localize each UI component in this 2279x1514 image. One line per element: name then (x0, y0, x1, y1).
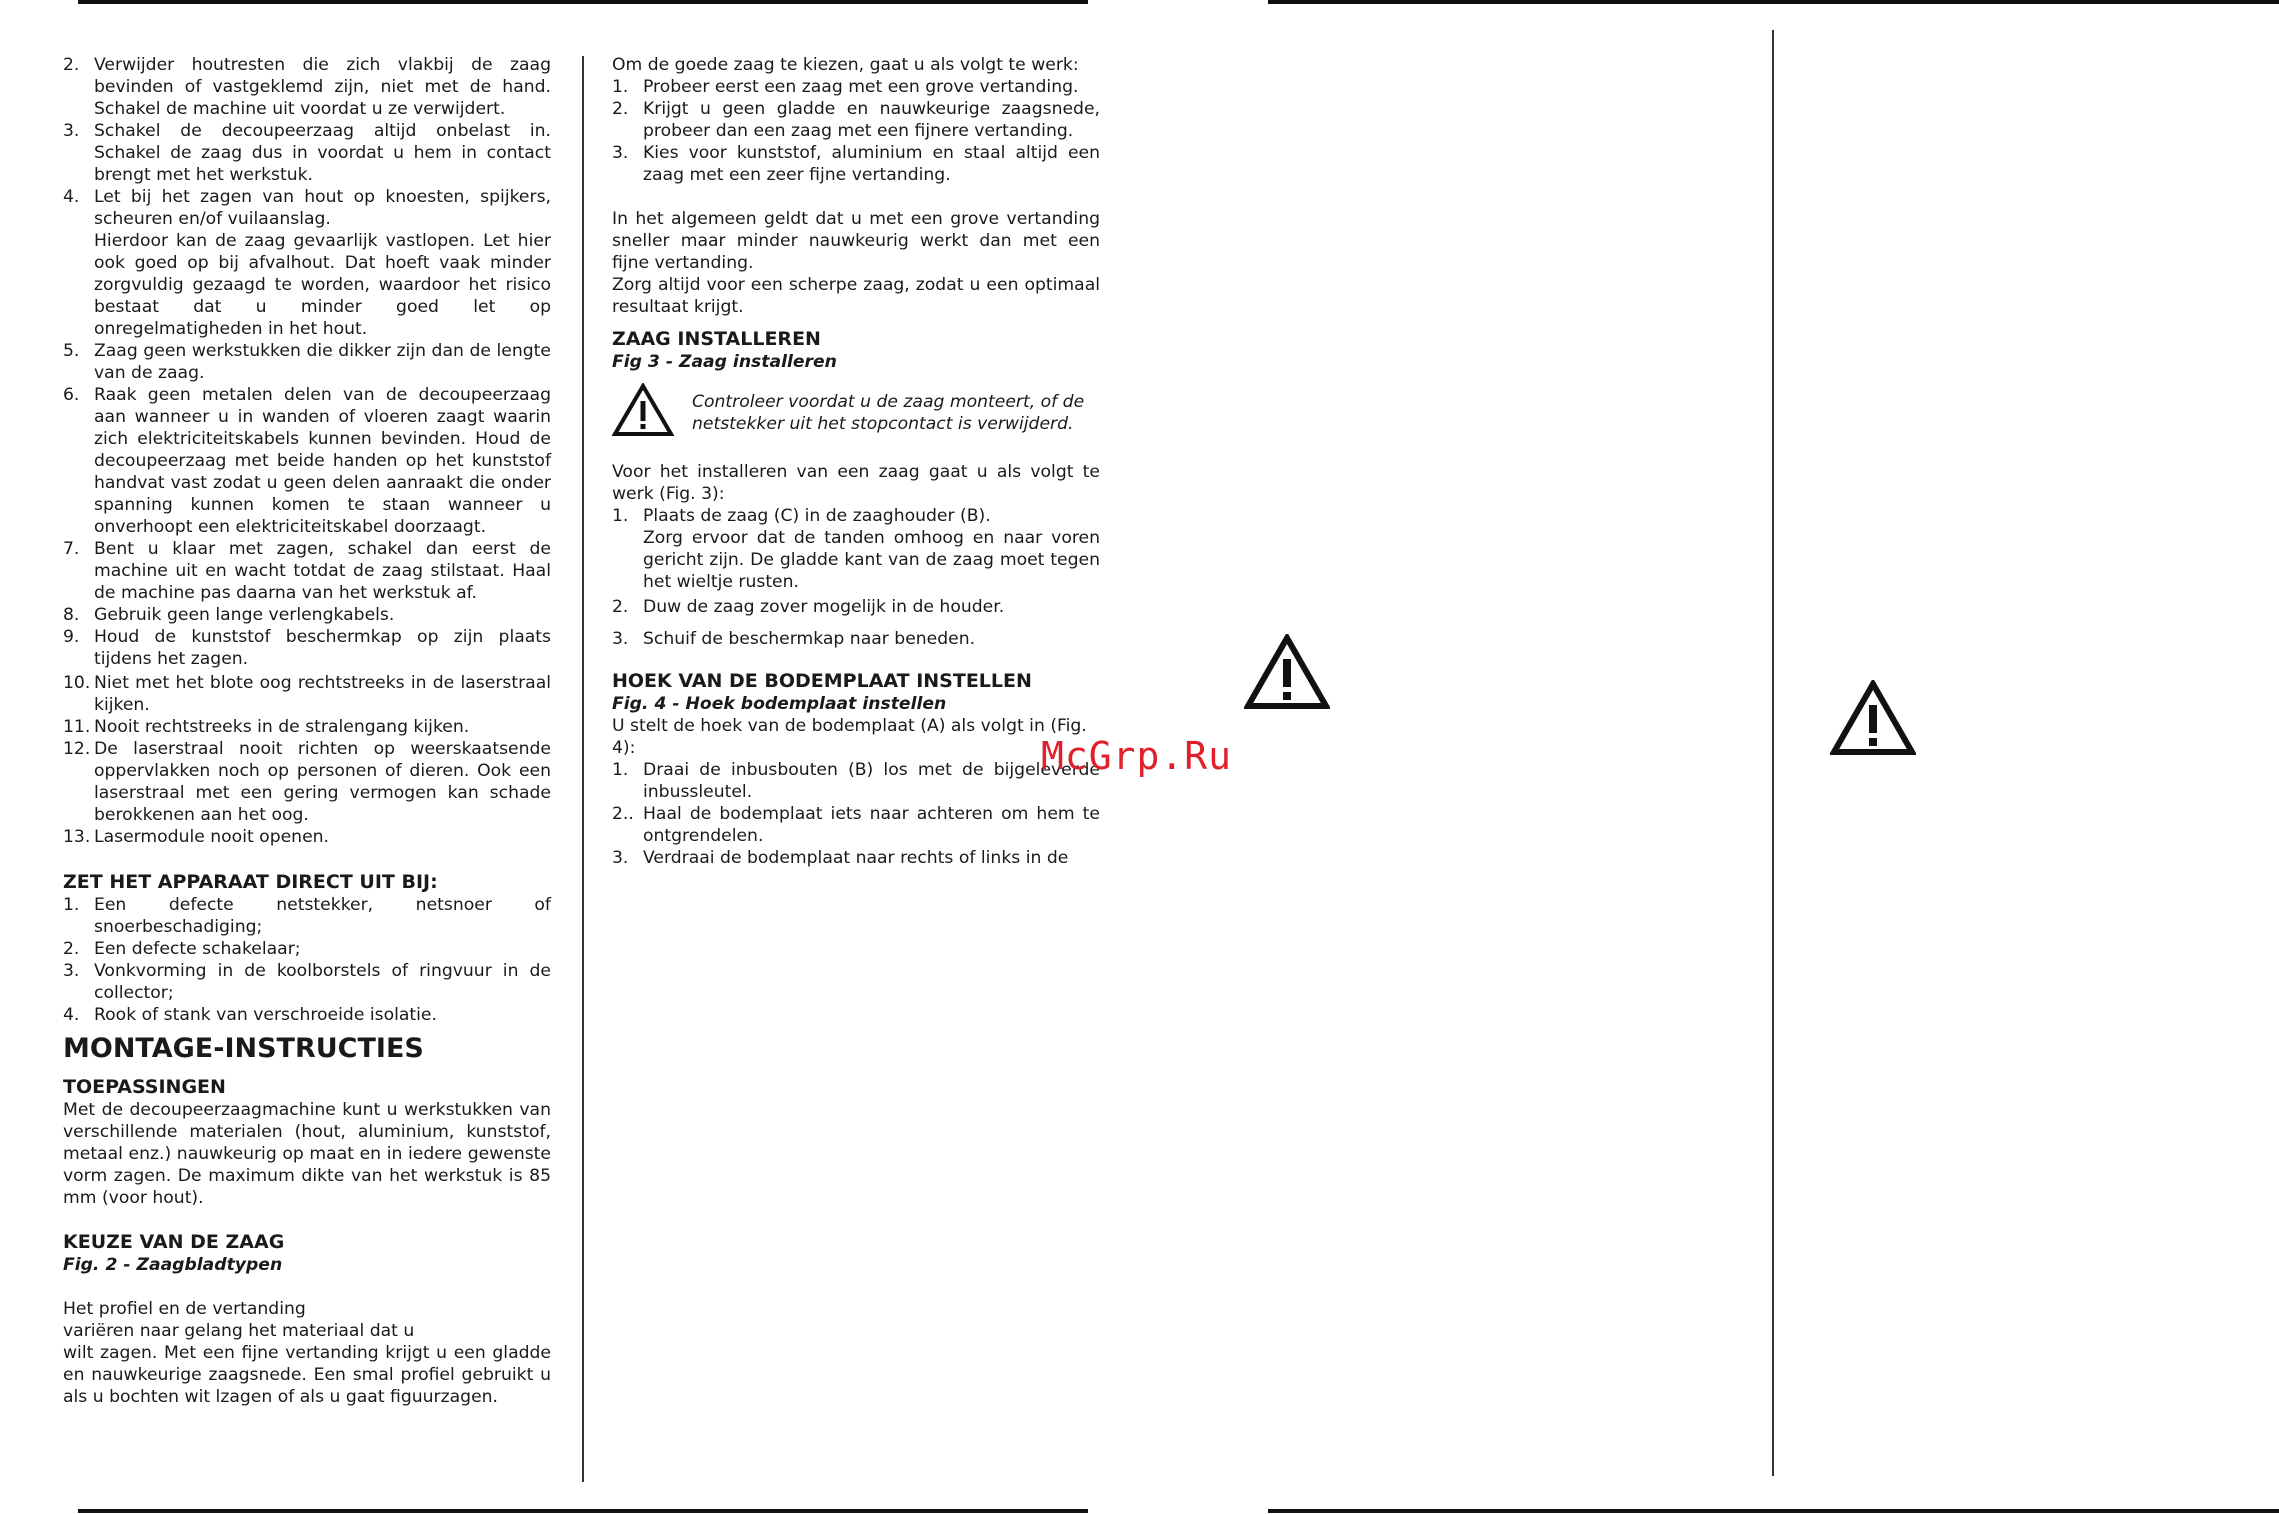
bottom-rule-right (1268, 1509, 2279, 1513)
angle-heading: HOEK VAN DE BODEMPLAAT INSTELLEN (612, 670, 1032, 692)
safety-list (63, 54, 551, 848)
install-heading: ZAAG INSTALLEREN (612, 328, 821, 350)
list-item: 9. Houd de kunststof beschermkap op zijn plaats tijdens het zagen. (63, 627, 551, 669)
list-item: 1. Een defecte netstekker, netsnoer of snoerbeschadiging; (63, 895, 551, 937)
list-item: 6. Raak geen metalen delen van de decoupeerzaag aan wanneer u in wanden of vloeren zaagt waarin zich elektriciteitskabels kunnen bevinden. Houd de decoupeerzaag met beide handen op het kunststof handvat vast zodat u geen delen aanraakt die onder spanning kunnen komen te staan wanneer u onverhoopt een elektriciteitskabel doorzaagt. (63, 385, 551, 537)
install-figure-caption: Fig 3 - Zaag installeren (612, 352, 837, 372)
list-item: 13. Lasermodule nooit openen. (63, 827, 330, 847)
warning-triangle-icon (1830, 680, 1916, 760)
install-warning (612, 383, 1100, 443)
sharp-text: Zorg altijd voor een scherpe zaag, zodat u een optimaal resultaat krijgt. (612, 275, 1100, 317)
list-item: 4. Rook of stank van verschroeide isolatie. (63, 1005, 437, 1025)
left-column (63, 54, 551, 1408)
column-divider-left (582, 56, 584, 1482)
list-item: 1. Draai de inbusbouten (B) los met de bijgeleverde inbussleutel. (612, 760, 1100, 802)
keuze-heading: KEUZE VAN DE ZAAG (63, 1231, 285, 1253)
middle-column (612, 54, 1100, 869)
warning-triangle-icon (1244, 634, 1330, 714)
list-item: 12. De laserstraal nooit richten op weerskaatsende oppervlakken noch op personen of dieren. Ook een laserstraal met een gering vermogen kan schade berokkenen aan het oog. (63, 739, 551, 825)
list-item: 2.. Haal de bodemplaat iets naar achteren om hem te ontgrendelen. (612, 804, 1100, 846)
angle-intro: U stelt de hoek van de bodemplaat (A) als volgt in (Fig. 4): (612, 716, 1087, 758)
toepassingen-heading: TOEPASSINGEN (63, 1076, 226, 1098)
install-intro: Voor het installeren van een zaag gaat u als volgt te werk (Fig. 3): (612, 462, 1100, 504)
angle-figure-caption: Fig. 4 - Hoek bodemplaat instellen (612, 694, 947, 714)
choose-list (612, 76, 1100, 186)
switch-off-list (63, 894, 551, 1026)
list-item: 3. Verdraai de bodemplaat naar rechts of links in de (612, 848, 1069, 868)
column-divider-right (1772, 30, 1774, 1476)
switch-off-heading: ZET HET APPARAAT DIRECT UIT BIJ: (63, 871, 438, 893)
list-item: 8. Gebruik geen lange verlengkabels. (63, 605, 395, 625)
list-item: 4. Let bij het zagen van hout op knoesten, spijkers, scheuren en/of vuilaanslag. Hierdoor kan de zaag gevaarlijk vastlopen. Let hier ook goed op bij afvalhout. Dat hoeft vaak minder zorgvuldig gezaagd te worden, waardoor het risico bestaat dat u minder goed let op onregelmatigheden in het hout. (63, 187, 551, 339)
list-item: 2. Een defecte schakelaar; (63, 939, 301, 959)
list-item: 10. Niet met het blote oog rechtstreeks in de laserstraal kijken. (63, 673, 551, 715)
list-item: 3. Schuif de beschermkap naar beneden. (612, 629, 976, 649)
warning-text: Controleer voordat u de zaag monteert, of de netstekker uit het stopcontact is verwijderd. (692, 392, 1085, 434)
choose-intro: Om de goede zaag te kiezen, gaat u als volgt te werk: (612, 55, 1079, 75)
warning-triangle-icon (612, 383, 674, 443)
montage-title: MONTAGE-INSTRUCTIES (63, 1033, 424, 1064)
list-item: 2. Verwijder houtresten die zich vlakbij de zaag bevinden of vastgeklemd zijn, niet met de hand. Schakel de machine uit voordat u ze verwijdert. (63, 55, 551, 119)
list-item: 2. Duw de zaag zover mogelijk in de houder. (612, 597, 1005, 617)
install-list (612, 505, 1100, 650)
watermark: McGrp.Ru (1041, 734, 1233, 778)
list-item: 11. Nooit rechtstreeks in de stralengang kijken. (63, 717, 470, 737)
toepassingen-text: Met de decoupeerzaagmachine kunt u werkstukken van verschillende materialen (hout, aluminium, kunststof, metaal enz.) nauwkeurig op maat en in iedere gewenste vorm zagen. De maximum dikte van het werkstuk is 85 mm (voor hout). (63, 1100, 551, 1208)
list-item: 5. Zaag geen werkstukken die dikker zijn dan de lengte van de zaag. (63, 341, 551, 383)
keuze-figure-caption: Fig. 2 - Zaagbladtypen (63, 1255, 283, 1275)
keuze-text: wilt zagen. Met een fijne vertanding krijgt u een gladde en nauwkeurige zaagsnede. Een smal profiel gebruikt u als u bochten wit lzagen of als u gaat figuurzagen. (63, 1343, 551, 1407)
list-item: 2. Krijgt u geen gladde en nauwkeurige zaagsnede, probeer dan een zaag met een fijnere vertanding. (612, 99, 1100, 141)
keuze-text-line: Het profiel en de vertanding (63, 1299, 306, 1319)
top-rule-left (78, 0, 1088, 4)
angle-list (612, 759, 1100, 869)
list-item: 7. Bent u klaar met zagen, schakel dan eerst de machine uit en wacht totdat de zaag stilstaat. Haal de machine pas daarna van het werkstuk af. (63, 539, 551, 603)
list-item: 1. Plaats de zaag (C) in de zaaghouder (B). Zorg ervoor dat de tanden omhoog en naar voren gericht zijn. De gladde kant van de zaag moet tegen het wieltje rusten. (612, 506, 1100, 592)
top-rule-right (1268, 0, 2279, 4)
list-item: 3. Vonkvorming in de koolborstels of ringvuur in de collector; (63, 961, 551, 1003)
list-item: 1. Probeer eerst een zaag met een grove vertanding. (612, 77, 1079, 97)
keuze-text-line: variëren naar gelang het materiaal dat u (63, 1321, 415, 1341)
list-item: 3. Kies voor kunststof, aluminium en staal altijd een zaag met een zeer fijne vertanding. (612, 143, 1100, 185)
bottom-rule-left (78, 1509, 1088, 1513)
general-text: In het algemeen geldt dat u met een grove vertanding sneller maar minder nauwkeurig werkt dan met een fijne vertanding. (612, 209, 1100, 273)
list-item: 3. Schakel de decoupeerzaag altijd onbelast in. Schakel de zaag dus in voordat u hem in contact brengt met het werkstuk. (63, 121, 551, 185)
